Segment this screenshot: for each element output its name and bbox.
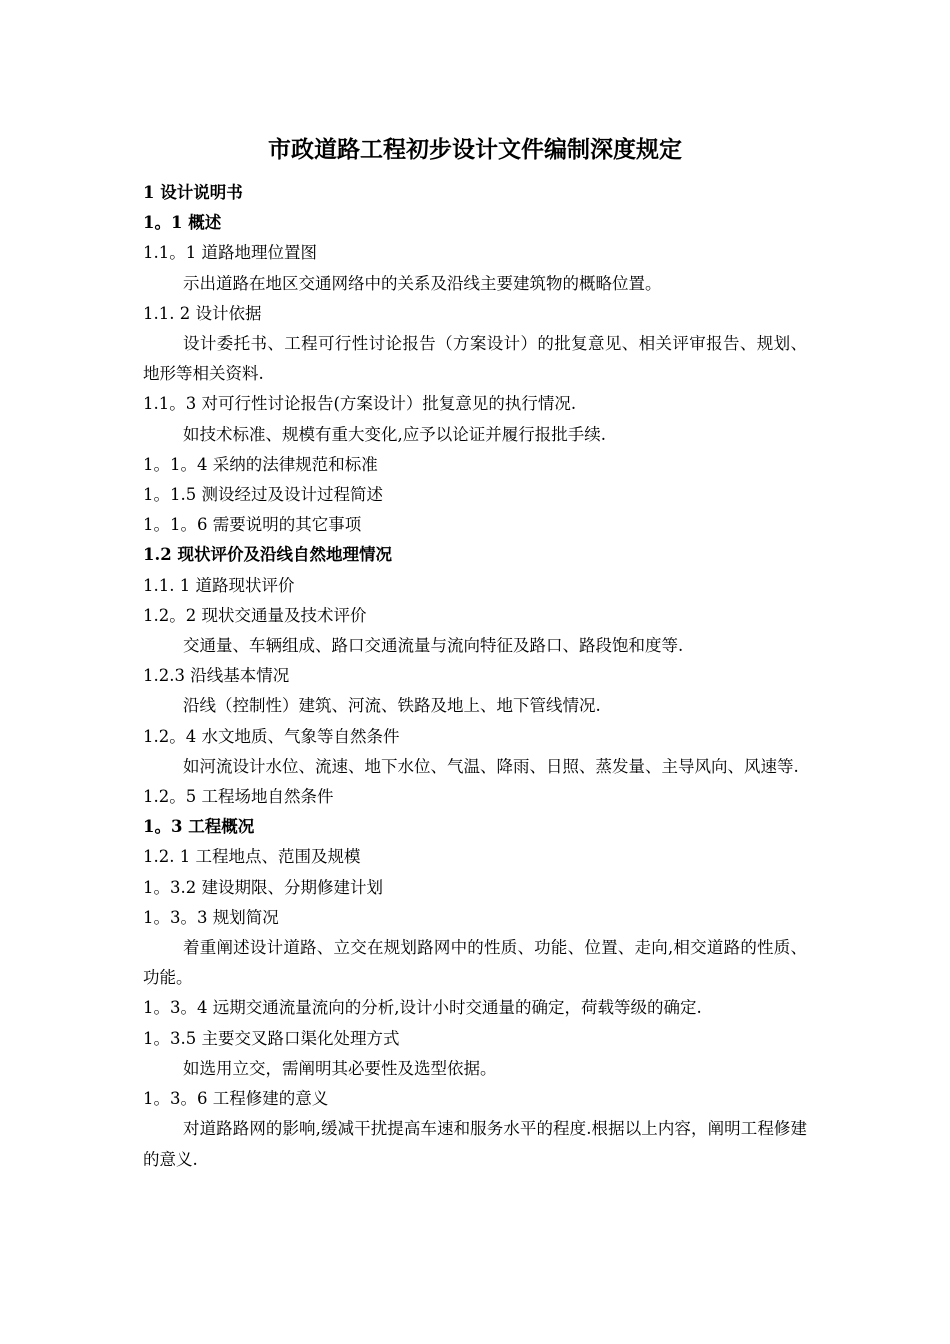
- body-paragraph: 示出道路在地区交通网络中的关系及沿线主要建筑物的概略位置。: [183, 273, 662, 293]
- document-page: [143, 132, 807, 1175]
- body-paragraph: 对道路路网的影响,缓减干扰提高车速和服务水平的程度.根据以上内容，阐明工程修建的意义.: [143, 1119, 807, 1169]
- body-paragraph: 如选用立交，需阐明其必要性及选型依据。: [183, 1058, 497, 1078]
- subsection-item: 1.2。4 水文地质、气象等自然条件: [143, 726, 400, 746]
- body-paragraph: 设计委托书、工程可行性讨论报告（方案设计）的批复意见、相关评审报告、规划、地形等相关资料.: [143, 334, 807, 384]
- section-heading: 1。1 概述: [143, 213, 222, 233]
- subsection-item: 1。1。4 采纳的法律规范和标准: [143, 454, 378, 474]
- subsection-item: 1.2。5 工程场地自然条件: [143, 787, 334, 807]
- subsection-item: 1。3.2 建设期限、分期修建计划: [143, 877, 383, 897]
- body-paragraph: 沿线（控制性）建筑、河流、铁路及地上、地下管线情况.: [183, 696, 601, 716]
- subsection-item: 1.1。3 对可行性讨论报告(方案设计）批复意见的执行情况.: [143, 394, 577, 414]
- subsection-item: 1。1。6 需要说明的其它事项: [143, 515, 362, 535]
- subsection-item: 1.1。1 道路地理位置图: [143, 243, 317, 263]
- subsection-item: 1.1. 1 道路现状评价: [143, 575, 295, 595]
- subsection-item: 1.2.3 沿线基本情况: [143, 666, 290, 686]
- body-paragraph: 如河流设计水位、流速、地下水位、气温、降雨、日照、蒸发量、主导风向、风速等.: [183, 756, 799, 776]
- subsection-item: 1.2。2 现状交通量及技术评价: [143, 605, 367, 625]
- subsection-item: 1。1.5 测设经过及设计过程简述: [143, 485, 383, 505]
- subsection-item: 1.2. 1 工程地点、范围及规模: [143, 847, 361, 867]
- subsection-item: 1。3。3 规划简况: [143, 907, 279, 927]
- subsection-item: 1。3。6 工程修建的意义: [143, 1089, 329, 1109]
- document-title: 市政道路工程初步设计文件编制深度规定: [268, 137, 682, 163]
- body-paragraph: 着重阐述设计道路、立交在规划路网中的性质、功能、位置、走向,相交道路的性质、功能。: [143, 938, 807, 988]
- body-paragraph: 如技术标准、规模有重大变化,应予以论证并履行报批手续.: [183, 424, 606, 444]
- subsection-item: 1。3.5 主要交叉路口渠化处理方式: [143, 1028, 400, 1048]
- subsection-item: 1.1. 2 设计依据: [143, 303, 262, 323]
- section-heading: 1.2 现状评价及沿线自然地理情况: [143, 545, 392, 565]
- section-heading: 1 设计说明书: [143, 183, 243, 202]
- section-heading: 1。3 工程概况: [143, 817, 255, 837]
- body-paragraph: 交通量、车辆组成、路口交通流量与流向特征及路口、路段饱和度等.: [183, 636, 684, 656]
- subsection-item: 1。3。4 远期交通流量流向的分析,设计小时交通量的确定，荷载等级的确定.: [143, 998, 702, 1018]
